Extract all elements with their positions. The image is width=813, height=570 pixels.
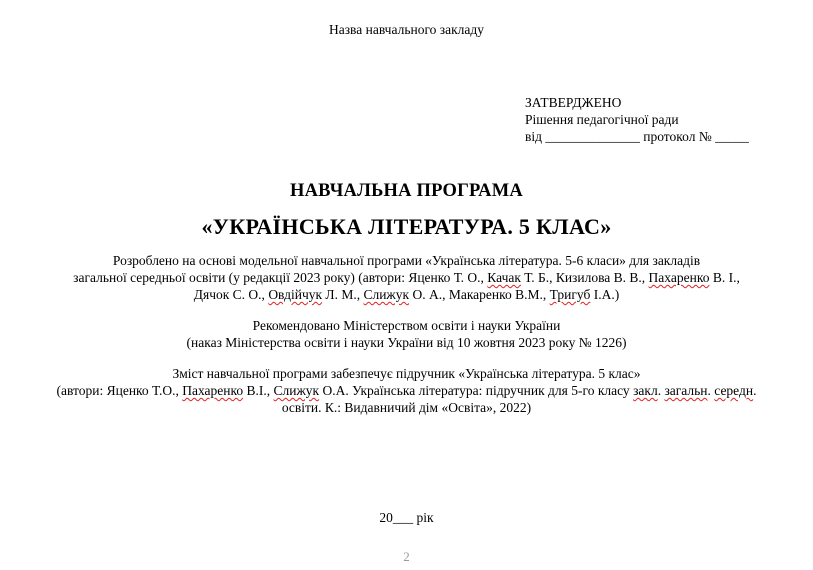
text-run: Т. Б., Кизилова В. В., xyxy=(520,270,649,285)
year-prefix: 20 xyxy=(379,510,393,525)
institution-name: Назва навчального закладу xyxy=(328,22,485,37)
spellcheck-word: загальн xyxy=(664,383,708,398)
year-blank: ___ xyxy=(392,510,414,525)
spellcheck-word: середн xyxy=(714,383,754,398)
textbook-line-1: Зміст навчальної програми забезпечує підручник «Українська література. 5 клас» xyxy=(172,366,641,381)
approval-council: Рішення педагогічної ради xyxy=(525,112,679,127)
text-run: В. І., xyxy=(709,270,740,285)
spellcheck-word: Слижук xyxy=(273,383,320,398)
recommended-line-1: Рекомендовано Міністерством освіти і науки України xyxy=(252,318,561,333)
text-run: . xyxy=(753,383,757,398)
year-suffix: рік xyxy=(413,510,434,525)
text-run: О.А. Українська література: підручник для 5-го класу xyxy=(319,383,634,398)
spellcheck-word: Овдійчук xyxy=(268,287,323,302)
subject-title: «УКРАЇНСЬКА ЛІТЕРАТУРА. 5 КЛАС» xyxy=(201,214,612,239)
recommended-line-2: (наказ Міністерства освіти і науки України від 10 жовтня 2023 року № 1226) xyxy=(186,335,627,350)
spellcheck-word: закл xyxy=(633,383,658,398)
text-run: . xyxy=(707,383,715,398)
approval-label: ЗАТВЕРДЖЕНО xyxy=(525,95,622,110)
text-run: . xyxy=(657,383,665,398)
developed-line-3 xyxy=(0,286,813,303)
spellcheck-word: Пахаренко xyxy=(182,383,244,398)
text-run: В.І., xyxy=(243,383,274,398)
date-blank: ______________ xyxy=(545,129,640,144)
date-prefix: від xyxy=(525,129,542,144)
text-run: І.А.) xyxy=(590,287,620,302)
textbook-line-3: освіти. К.: Видавничий дім «Освіта», 2022) xyxy=(281,400,532,415)
developed-line-1: Розроблено на основі модельної навчальної програми «Українська література. 5-6 класи» для закладів xyxy=(112,253,701,268)
approval-date-line xyxy=(525,128,749,145)
text-run: загальної середньої освіти (у редакції 2023 року) (автори: Яценко Т. О., xyxy=(73,270,488,285)
protocol-blank: _____ xyxy=(715,129,749,144)
spellcheck-word: Тригуб xyxy=(549,287,591,302)
protocol-label: протокол № xyxy=(643,129,712,144)
spellcheck-word: Пахаренко xyxy=(648,270,710,285)
year-line xyxy=(0,509,813,526)
page-number: 2 xyxy=(403,549,410,564)
text-run: Л. М., xyxy=(322,287,364,302)
spellcheck-word: Качак xyxy=(487,270,521,285)
spellcheck-word: Слижук xyxy=(363,287,410,302)
text-run: О. А., Макаренко В.М., xyxy=(409,287,550,302)
developed-line-2 xyxy=(0,269,813,286)
textbook-line-2 xyxy=(0,382,813,399)
program-title: НАВЧАЛЬНА ПРОГРАМА xyxy=(290,181,523,201)
text-run: (автори: Яценко Т.О., xyxy=(56,383,183,398)
text-run: Дячок С. О., xyxy=(193,287,269,302)
